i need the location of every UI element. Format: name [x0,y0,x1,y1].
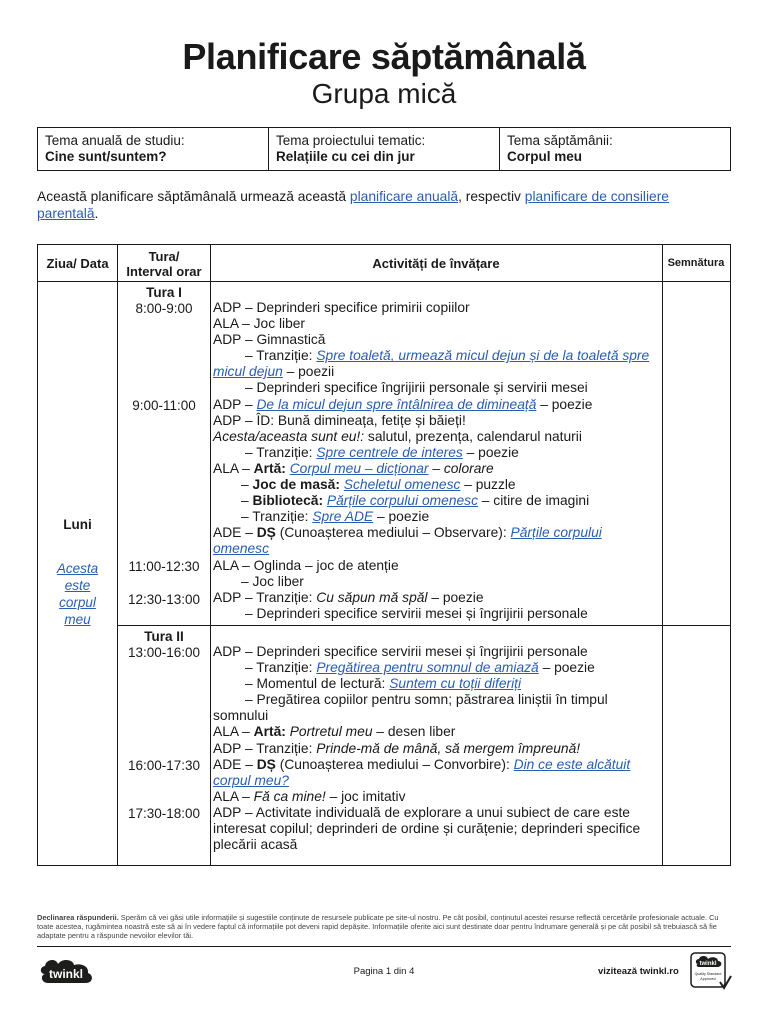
parent-plan-link[interactable]: planificare de consiliere [524,189,669,204]
quality-badge-icon [690,952,732,992]
intro-text: . [94,206,99,221]
badge-brand: twinkl [699,961,717,967]
activity-line: plecării acasă [213,837,298,853]
activity-line: – Momentul de lectură: Suntem cu toții diferiți [245,676,522,692]
activity-line: – Tranziție: Spre ADE – poezie [241,509,430,525]
activity-line: ALA – Artă: Portretul meu – desen liber [213,724,456,740]
activity-link[interactable]: Corpul meu – dicționar [289,460,429,476]
theme-week-label: Tema săptămânii: [507,133,613,148]
activity-line: ADP – Gimnastică [213,332,326,348]
theme-annual-value: Cine sunt/suntem? [45,149,167,164]
intro-text: Această planificare săptămânală urmează această [37,189,350,204]
activity-link[interactable]: Spre centrele de interes [316,444,463,460]
activity-line: ALA – Oglinda – joc de atenție [213,557,399,573]
activity-link[interactable]: De la micul dejun spre întâlnirea de dimineață [256,396,537,412]
activity-line: ADP – Tranziție: Prinde-mă de mână, să mergem împreună! [213,740,581,756]
day-theme-link-line[interactable]: corpul [59,595,96,610]
time-slot: 8:00-9:00 [135,301,193,316]
day-theme-link-line[interactable]: meu [64,612,91,627]
time-slot: 12:30-13:00 [127,592,201,607]
activity-line: ADP – Tranziție: Cu săpun mă spăl – poezie [213,589,484,605]
badge-text-2: Approved [700,977,716,981]
theme-annual-label: Tema anuală de studiu: [45,133,185,148]
activity-link[interactable]: Părțile corpului [510,525,602,541]
transition-link[interactable]: Spre toaletă, urmează micul dejun și de la toaletă spre [316,348,650,364]
activity-link[interactable]: Scheletul omenesc [343,477,461,493]
theme-annual [38,128,269,170]
header-shift-line1: Tura/ [148,248,180,264]
intro-paragraph [37,188,731,222]
themes-box [37,127,731,171]
day-theme-link-line[interactable]: Acesta [56,561,99,576]
activity-line: ADP – De la micul dejun spre întâlnirea de dimineață – poezie [213,396,593,412]
footer-divider [37,946,731,947]
page-subtitle: Grupa mică [311,78,457,109]
badge-text-1: Quality Standard [694,972,722,976]
day-theme-link-line[interactable]: este [64,578,91,593]
activity-line: – Deprinderi specifice servirii mesei și îngrijirii personale [245,605,588,621]
theme-project [269,128,500,170]
disclaimer: Declinarea răspunderii. Sperăm că vei găsi utile informațiile și sugestiile conținute de resursele publicate pe site-ul nostru. Pe cât posibil, conținutul acestei resurse reflectă cercetările profesionale actuale. Cu toate acestea, rugămintea noastră este să ai în vedere faptul că informațiile pot deveni rapid depășite. Informațiile oferite aici sunt destinate doar pentru îndrumare generală și pe cât posibil să trebuiască să fie adaptate pentru a răspunde nevoilor elevilor tăi. [37,913,719,940]
activity-line: ADE – DȘ (Cunoașterea mediului – Convorbire): Din ce este alcătuit [213,756,631,772]
activity-link[interactable]: Spre ADE [312,509,374,525]
annual-plan-link[interactable]: planificare anuală [349,189,459,204]
activity-line: somnului [213,708,269,724]
activities-shift-2 [213,644,663,853]
activity-line: – Joc liber [241,573,304,589]
theme-week [500,128,730,170]
transition-link[interactable]: micul dejun [213,364,283,380]
activity-line: ALA – Fă ca mine! – joc imitativ [213,788,406,804]
activity-line: ALA – Joc liber [213,316,306,332]
activity-line: – Tranziție: Spre centrele de interes – poezie [245,444,519,460]
page-number: Pagina 1 din 4 [353,966,415,977]
day-label: Luni [63,517,92,532]
page-title: Planificare săptămânală [182,36,586,77]
activity-link[interactable]: omenesc [213,541,269,557]
header-shift-line2: Interval orar [126,263,202,279]
time-slot: 11:00-12:30 [128,559,200,574]
activity-link[interactable]: corpul meu? [213,772,289,788]
activity-line [213,541,663,557]
time-slot: 9:00-11:00 [132,398,196,413]
logo-text: twinkl [48,967,84,981]
activity-line: – Pregătirea copiilor pentru somn; păstrarea liniștii în timpul [245,692,608,708]
activities-shift-1 [213,300,663,622]
activity-line: – Bibliotecă: Părțile corpului omenesc – citire de imagini [241,493,590,509]
parent-plan-link-cont[interactable]: parentală [37,206,95,221]
schedule-table [37,244,731,866]
intro-text: , respectiv [458,189,525,204]
visit-link[interactable]: vizitează twinkl.ro [598,966,679,977]
activity-line: micul dejun – poezii [213,364,335,380]
activity-line: – Tranziție: Spre toaletă, urmează micul dejun și de la toaletă spre [245,348,650,364]
time-slot: 17:30-18:00 [127,806,201,821]
shift-1-label: Tura I [146,285,182,300]
activity-line: Acesta/aceasta sunt eu!: salutul, prezența, calendarul naturii [213,428,582,444]
theme-project-label: Tema proiectului tematic: [276,133,426,148]
activity-line: interesat copilul; deprinderi de ordine și curățenie; deprinderi specifice [213,821,641,837]
activity-line: ADP – Deprinderi specifice primirii copiilor [213,300,470,315]
shift-divider [117,625,730,626]
activity-line: ADP – Activitate individuală de explorare a unui subiect de care este [213,804,630,820]
activity-line: ADP – ÎD: Bună dimineața, fetițe și băieți! [213,412,466,428]
time-slot: 13:00-16:00 [127,645,201,660]
header-activities: Activități de învățare [372,256,500,271]
activity-link[interactable]: Din ce este alcătuit [513,756,631,772]
activity-link[interactable]: Suntem cu toții diferiți [389,676,522,692]
activity-line: ADP – Deprinderi specifice servirii mesei și îngrijirii personale [213,644,588,659]
day-theme-link[interactable] [38,560,117,628]
activity-line: ALA – Artă: Corpul meu – dicționar – colorare [213,460,494,476]
shift-2-label: Tura II [144,629,184,644]
theme-project-value: Relațiile cu cei din jur [276,149,415,164]
time-slot: 16:00-17:30 [127,758,201,773]
header-signature: Semnătura [667,257,725,269]
activity-link[interactable]: Pregătirea pentru somnul de amiază [316,660,539,676]
header-day: Ziua/ Data [46,256,109,271]
activity-line: – Tranziție: Pregătirea pentru somnul de amiază – poezie [245,660,595,676]
activity-line: ADE – DȘ (Cunoașterea mediului – Observare): Părțile corpului [213,525,602,541]
header-shift [117,245,211,282]
activity-line: – Joc de masă: Scheletul omenesc – puzzle [241,477,516,493]
activity-link[interactable]: Părțile corpului omenesc [326,493,478,509]
theme-week-value: Corpul meu [507,149,583,164]
activity-line: – Deprinderi specifice îngrijirii personale și servirii mesei [245,380,588,396]
activity-line [213,773,663,789]
